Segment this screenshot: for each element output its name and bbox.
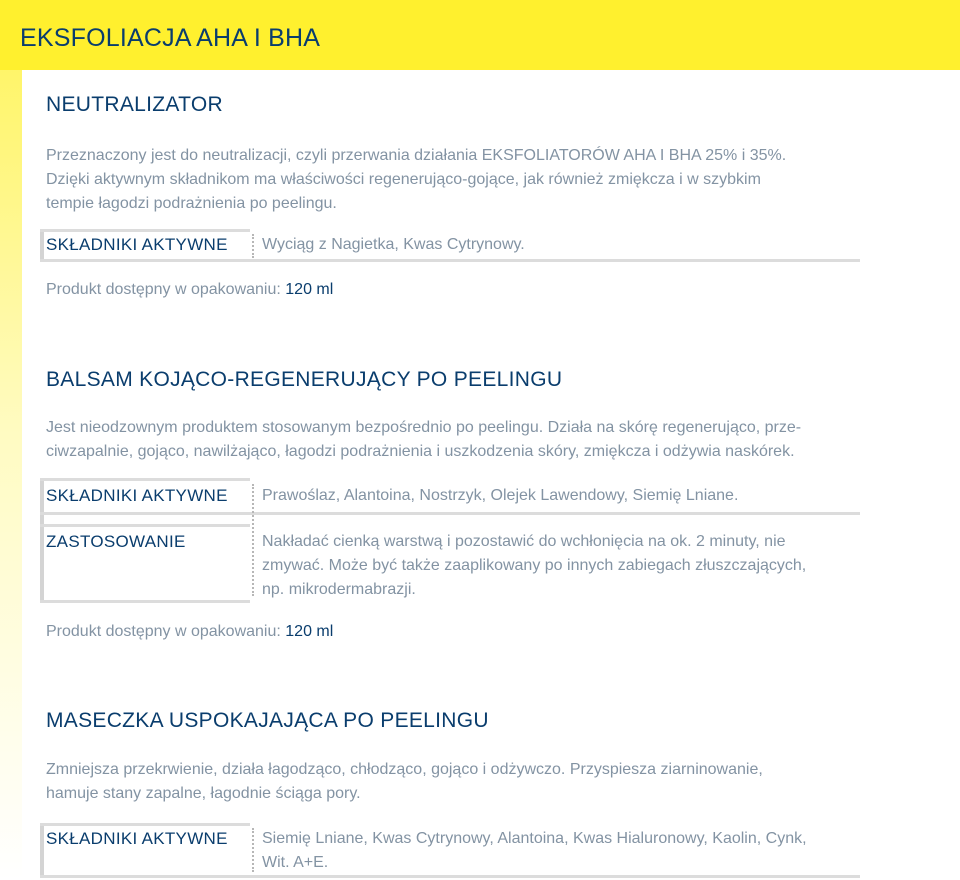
spec-divider [40,229,250,232]
spec-value-line: np. mikrodermabrazji. [262,581,416,598]
spec-label-active-ingredients: SKŁADNIKI AKTYWNE [46,829,228,848]
spec-left-bar [40,823,44,878]
spec-value-line: Siemię Lniane, Kwas Cytrynowy, Alantoina, Kwas Hialuronowy, Kaolin, Cynk, [262,830,807,847]
spec-left-bar [40,478,44,603]
spec-label-active-ingredients: SKŁADNIKI AKTYWNE [46,235,228,254]
availability-amount: 120 ml [285,281,334,298]
spec-value-active-ingredients [262,484,738,508]
availability-amount: 120 ml [285,623,334,640]
spec-divider [40,875,860,878]
spec-value-line: Nakładać cienką warstwą i pozostawić do wchłonięcia na ok. 2 minuty, nie [262,533,786,550]
availability-info [46,281,333,299]
description-line: ciwzapalnie, gojąco, nawilżająco, łagodzi podrażnienia i uszkodzenia skóry, zmiękcza i odżywia naskórek. [46,443,795,460]
description-line: hamuje stany zapalne, łagodnie ściąga pory. [46,785,361,802]
spec-value-line: Wit. A+E. [262,854,329,871]
decorative-side-band [0,70,22,880]
section-title-neutralizator: NEUTRALIZATOR [46,93,223,116]
description-line: Jest nieodzownym produktem stosowanym bezpośrednio po peelingu. Działa na skórę regenerująco, prze- [46,419,802,436]
spec-left-bar [40,229,44,262]
description-line: Przeznaczony jest do neutralizacji, czyli przerwania działania EKSFOLIATORÓW AHA I BHA 25% i 35%. [46,147,787,164]
spec-divider [40,524,250,527]
spec-divider [40,600,250,603]
availability-text: Produkt dostępny w opakowaniu: [46,623,281,640]
spec-value-active-ingredients [262,233,525,257]
section-title-balsam: BALSAM KOJĄCO-REGENERUJĄCY PO PEELINGU [46,368,563,391]
spec-dotted-separator [252,828,254,872]
page-title: EKSFOLIACJA AHA I BHA [20,24,321,52]
description-line: tempie łagodzi podrażnienia po peelingu. [46,195,337,212]
spec-value-usage [262,530,806,602]
page-header [0,0,960,70]
section-description [46,416,906,464]
spec-divider [40,478,250,481]
spec-value-active-ingredients [262,827,807,875]
description-line: Dzięki aktywnym składnikom ma właściwości regenerująco-gojące, jak również zmiękcza i w szybkim [46,171,761,188]
availability-info [46,623,333,641]
spec-value-line: Wyciąg z Nagietka, Kwas Cytrynowy. [262,236,525,253]
spec-label-usage: ZASTOSOWANIE [46,532,186,551]
spec-dotted-separator [252,234,254,258]
spec-dotted-separator [252,484,254,596]
section-title-maseczka: MASECZKA USPOKAJAJĄCA PO PEELINGU [46,709,489,732]
spec-value-line: Prawoślaz, Alantoina, Nostrzyk, Olejek Lawendowy, Siemię Lniane. [262,487,739,504]
spec-label-active-ingredients: SKŁADNIKI AKTYWNE [46,486,228,505]
section-description [46,144,906,216]
spec-divider [40,259,860,262]
spec-divider [40,823,250,826]
description-line: Zmniejsza przekrwienie, działa łagodząco, chłodząco, gojąco i odżywczo. Przyspiesza ziarninowanie, [46,761,763,778]
section-description [46,758,906,806]
availability-text: Produkt dostępny w opakowaniu: [46,281,281,298]
spec-divider [40,512,860,515]
spec-value-line: zmywać. Może być także zaaplikowany po innych zabiegach złuszczających, [262,557,807,574]
